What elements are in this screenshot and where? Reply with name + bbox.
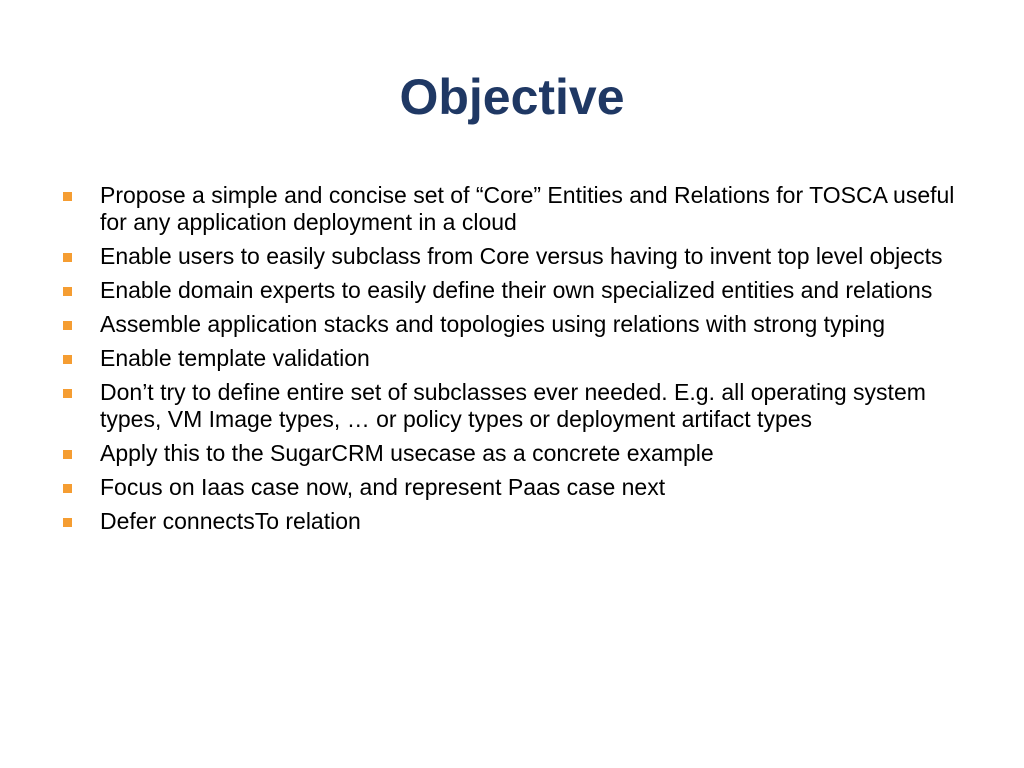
bullet-text: Enable template validation — [100, 345, 370, 371]
bullet-text: Defer connectsTo relation — [100, 508, 361, 534]
bullet-item — [60, 379, 960, 433]
slide-title: Objective — [399, 69, 625, 125]
bullet-text: Enable domain experts to easily define their own specialized entities and relations — [100, 277, 933, 303]
bullet-item — [60, 474, 960, 501]
bullet-item — [60, 440, 960, 467]
square-bullet-icon — [63, 192, 72, 201]
bullet-item — [60, 345, 960, 372]
bullet-item — [60, 277, 960, 304]
bullet-item — [60, 508, 960, 535]
bullet-item — [60, 311, 960, 338]
bullet-text: Focus on Iaas case now, and represent Paas case next — [100, 474, 666, 500]
square-bullet-icon — [63, 355, 72, 364]
bullet-text: Assemble application stacks and topologies using relations with strong typing — [100, 311, 885, 337]
square-bullet-icon — [63, 518, 72, 527]
bullet-item — [60, 243, 960, 270]
square-bullet-icon — [63, 321, 72, 330]
square-bullet-icon — [63, 389, 72, 398]
bullet-list — [60, 182, 960, 542]
bullet-text: Don’t try to define entire set of subclasses ever needed. E.g. all operating system types, VM Image types, … or policy types or deployment artifact types — [100, 379, 926, 432]
bullet-text: Propose a simple and concise set of “Core” Entities and Relations for TOSCA useful for any application deployment in a cloud — [100, 182, 955, 235]
square-bullet-icon — [63, 450, 72, 459]
bullet-item — [60, 182, 960, 236]
bullet-text: Apply this to the SugarCRM usecase as a concrete example — [100, 440, 714, 466]
square-bullet-icon — [63, 287, 72, 296]
bullet-text: Enable users to easily subclass from Core versus having to invent top level objects — [100, 243, 943, 269]
square-bullet-icon — [63, 253, 72, 262]
square-bullet-icon — [63, 484, 72, 493]
